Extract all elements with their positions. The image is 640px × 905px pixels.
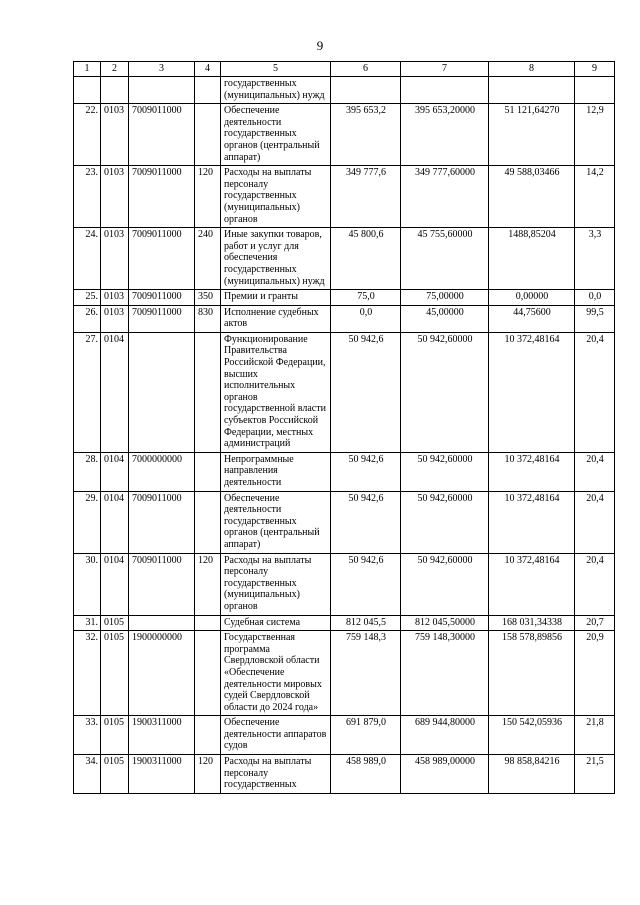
item-name-cell: Функционирование Правительства Российской Федерации, высших исполнительных органов государственной власти субъектов Российской Федерации, местных администраций (221, 332, 331, 452)
section-code-cell: 0104 (101, 452, 129, 491)
expense-type-cell: 830 (195, 305, 221, 332)
expense-type-cell (195, 631, 221, 716)
target-article-cell (129, 77, 195, 104)
item-name-cell: Обеспечение деятельности государственных органов (центральный аппарат) (221, 491, 331, 553)
expense-type-cell (195, 332, 221, 452)
expense-type-cell (195, 452, 221, 491)
expense-type-cell (195, 491, 221, 553)
executed-amount-cell (489, 77, 575, 104)
approved-amount-cell: 45 800,6 (331, 228, 401, 290)
table-row (74, 290, 615, 306)
row-number-cell: 28. (74, 452, 101, 491)
column-number-cell: 8 (489, 62, 575, 77)
section-code-cell: 0105 (101, 615, 129, 631)
item-name-cell: Обеспечение деятельности аппаратов судов (221, 716, 331, 755)
section-code-cell: 0105 (101, 631, 129, 716)
expense-type-cell (195, 77, 221, 104)
approved-amount-cell (331, 77, 401, 104)
item-name-cell: государственных (муниципальных) нужд (221, 77, 331, 104)
expense-type-cell (195, 615, 221, 631)
table-header-row (74, 62, 615, 77)
target-article-cell: 7009011000 (129, 104, 195, 166)
section-code-cell (101, 77, 129, 104)
table-row (74, 755, 615, 794)
section-code-cell: 0103 (101, 228, 129, 290)
table-row (74, 228, 615, 290)
section-code-cell: 0104 (101, 491, 129, 553)
budget-allocation-cell: 50 942,60000 (401, 553, 489, 615)
section-code-cell: 0105 (101, 716, 129, 755)
item-name-cell: Расходы на выплаты персоналу государственных (муниципальных) органов (221, 166, 331, 228)
budget-allocation-cell: 458 989,00000 (401, 755, 489, 794)
approved-amount-cell: 50 942,6 (331, 452, 401, 491)
item-name-cell: Иные закупки товаров, работ и услуг для обеспечения государственных (муниципальных) нужд (221, 228, 331, 290)
item-name-cell: Непрограммные направления деятельности (221, 452, 331, 491)
row-number-cell: 24. (74, 228, 101, 290)
approved-amount-cell: 75,0 (331, 290, 401, 306)
executed-amount-cell: 49 588,03466 (489, 166, 575, 228)
target-article-cell: 7009011000 (129, 305, 195, 332)
executed-amount-cell: 0,00000 (489, 290, 575, 306)
budget-allocation-cell (401, 77, 489, 104)
row-number-cell: 26. (74, 305, 101, 332)
column-number-cell: 6 (331, 62, 401, 77)
budget-allocation-cell: 45 755,60000 (401, 228, 489, 290)
approved-amount-cell: 50 942,6 (331, 332, 401, 452)
column-number-cell: 3 (129, 62, 195, 77)
execution-percent-cell: 20,7 (575, 615, 615, 631)
expense-type-cell: 120 (195, 166, 221, 228)
execution-percent-cell: 20,9 (575, 631, 615, 716)
target-article-cell: 1900000000 (129, 631, 195, 716)
expense-type-cell: 240 (195, 228, 221, 290)
execution-percent-cell: 20,4 (575, 553, 615, 615)
row-number-cell (74, 77, 101, 104)
column-number-cell: 9 (575, 62, 615, 77)
approved-amount-cell: 50 942,6 (331, 553, 401, 615)
executed-amount-cell: 10 372,48164 (489, 452, 575, 491)
table-row (74, 491, 615, 553)
executed-amount-cell: 51 121,64270 (489, 104, 575, 166)
row-number-cell: 22. (74, 104, 101, 166)
expense-type-cell: 350 (195, 290, 221, 306)
expense-type-cell (195, 104, 221, 166)
column-number-cell: 5 (221, 62, 331, 77)
execution-percent-cell: 12,9 (575, 104, 615, 166)
execution-percent-cell: 20,4 (575, 491, 615, 553)
target-article-cell: 7009011000 (129, 290, 195, 306)
row-number-cell: 30. (74, 553, 101, 615)
item-name-cell: Расходы на выплаты персоналу государственных (221, 755, 331, 794)
executed-amount-cell: 10 372,48164 (489, 491, 575, 553)
execution-percent-cell: 20,4 (575, 332, 615, 452)
table-row (74, 305, 615, 332)
table-row (74, 166, 615, 228)
section-code-cell: 0103 (101, 305, 129, 332)
section-code-cell: 0104 (101, 553, 129, 615)
budget-allocation-cell: 349 777,60000 (401, 166, 489, 228)
row-number-cell: 34. (74, 755, 101, 794)
approved-amount-cell: 812 045,5 (331, 615, 401, 631)
execution-percent-cell: 21,5 (575, 755, 615, 794)
item-name-cell: Расходы на выплаты персоналу государственных (муниципальных) органов (221, 553, 331, 615)
executed-amount-cell: 44,75600 (489, 305, 575, 332)
section-code-cell: 0103 (101, 290, 129, 306)
executed-amount-cell: 10 372,48164 (489, 553, 575, 615)
budget-allocation-cell: 812 045,50000 (401, 615, 489, 631)
budget-allocation-cell: 759 148,30000 (401, 631, 489, 716)
row-number-cell: 29. (74, 491, 101, 553)
approved-amount-cell: 759 148,3 (331, 631, 401, 716)
section-code-cell: 0103 (101, 166, 129, 228)
approved-amount-cell: 395 653,2 (331, 104, 401, 166)
executed-amount-cell: 10 372,48164 (489, 332, 575, 452)
execution-percent-cell: 0,0 (575, 290, 615, 306)
execution-percent-cell: 3,3 (575, 228, 615, 290)
budget-allocation-cell: 50 942,60000 (401, 332, 489, 452)
target-article-cell: 7009011000 (129, 553, 195, 615)
expense-type-cell (195, 716, 221, 755)
target-article-cell: 7000000000 (129, 452, 195, 491)
execution-percent-cell: 99,5 (575, 305, 615, 332)
approved-amount-cell: 50 942,6 (331, 491, 401, 553)
executed-amount-cell: 168 031,34338 (489, 615, 575, 631)
column-number-cell: 7 (401, 62, 489, 77)
table-row (74, 452, 615, 491)
target-article-cell: 7009011000 (129, 491, 195, 553)
budget-allocation-cell: 50 942,60000 (401, 452, 489, 491)
table-row (74, 553, 615, 615)
column-number-cell: 1 (74, 62, 101, 77)
table-row (74, 716, 615, 755)
item-name-cell: Обеспечение деятельности государственных органов (центральный аппарат) (221, 104, 331, 166)
target-article-cell: 7009011000 (129, 228, 195, 290)
executed-amount-cell: 150 542,05936 (489, 716, 575, 755)
target-article-cell (129, 332, 195, 452)
execution-percent-cell (575, 77, 615, 104)
table-row (74, 104, 615, 166)
target-article-cell: 1900311000 (129, 716, 195, 755)
execution-percent-cell: 21,8 (575, 716, 615, 755)
table-row (74, 77, 615, 104)
approved-amount-cell: 458 989,0 (331, 755, 401, 794)
target-article-cell: 7009011000 (129, 166, 195, 228)
executed-amount-cell: 158 578,89856 (489, 631, 575, 716)
table-row (74, 332, 615, 452)
budget-allocation-cell: 50 942,60000 (401, 491, 489, 553)
page-number: 9 (316, 38, 324, 53)
expense-type-cell: 120 (195, 553, 221, 615)
table-row (74, 615, 615, 631)
row-number-cell: 32. (74, 631, 101, 716)
row-number-cell: 23. (74, 166, 101, 228)
budget-allocation-cell: 75,00000 (401, 290, 489, 306)
section-code-cell: 0103 (101, 104, 129, 166)
execution-percent-cell: 20,4 (575, 452, 615, 491)
item-name-cell: Исполнение судебных актов (221, 305, 331, 332)
row-number-cell: 25. (74, 290, 101, 306)
row-number-cell: 31. (74, 615, 101, 631)
section-code-cell: 0104 (101, 332, 129, 452)
row-number-cell: 27. (74, 332, 101, 452)
column-number-cell: 2 (101, 62, 129, 77)
budget-allocation-cell: 689 944,80000 (401, 716, 489, 755)
item-name-cell: Судебная система (221, 615, 331, 631)
row-number-cell: 33. (74, 716, 101, 755)
executed-amount-cell: 98 858,84216 (489, 755, 575, 794)
target-article-cell: 1900311000 (129, 755, 195, 794)
target-article-cell (129, 615, 195, 631)
section-code-cell: 0105 (101, 755, 129, 794)
execution-percent-cell: 14,2 (575, 166, 615, 228)
approved-amount-cell: 349 777,6 (331, 166, 401, 228)
budget-allocation-cell: 45,00000 (401, 305, 489, 332)
budget-allocation-cell: 395 653,20000 (401, 104, 489, 166)
budget-table (73, 61, 615, 794)
item-name-cell: Премии и гранты (221, 290, 331, 306)
approved-amount-cell: 0,0 (331, 305, 401, 332)
item-name-cell: Государственная программа Свердловской области «Обеспечение деятельности мировых судей Свердловской области до 2024 года» (221, 631, 331, 716)
expense-type-cell: 120 (195, 755, 221, 794)
column-number-cell: 4 (195, 62, 221, 77)
executed-amount-cell: 1488,85204 (489, 228, 575, 290)
table-row (74, 631, 615, 716)
approved-amount-cell: 691 879,0 (331, 716, 401, 755)
